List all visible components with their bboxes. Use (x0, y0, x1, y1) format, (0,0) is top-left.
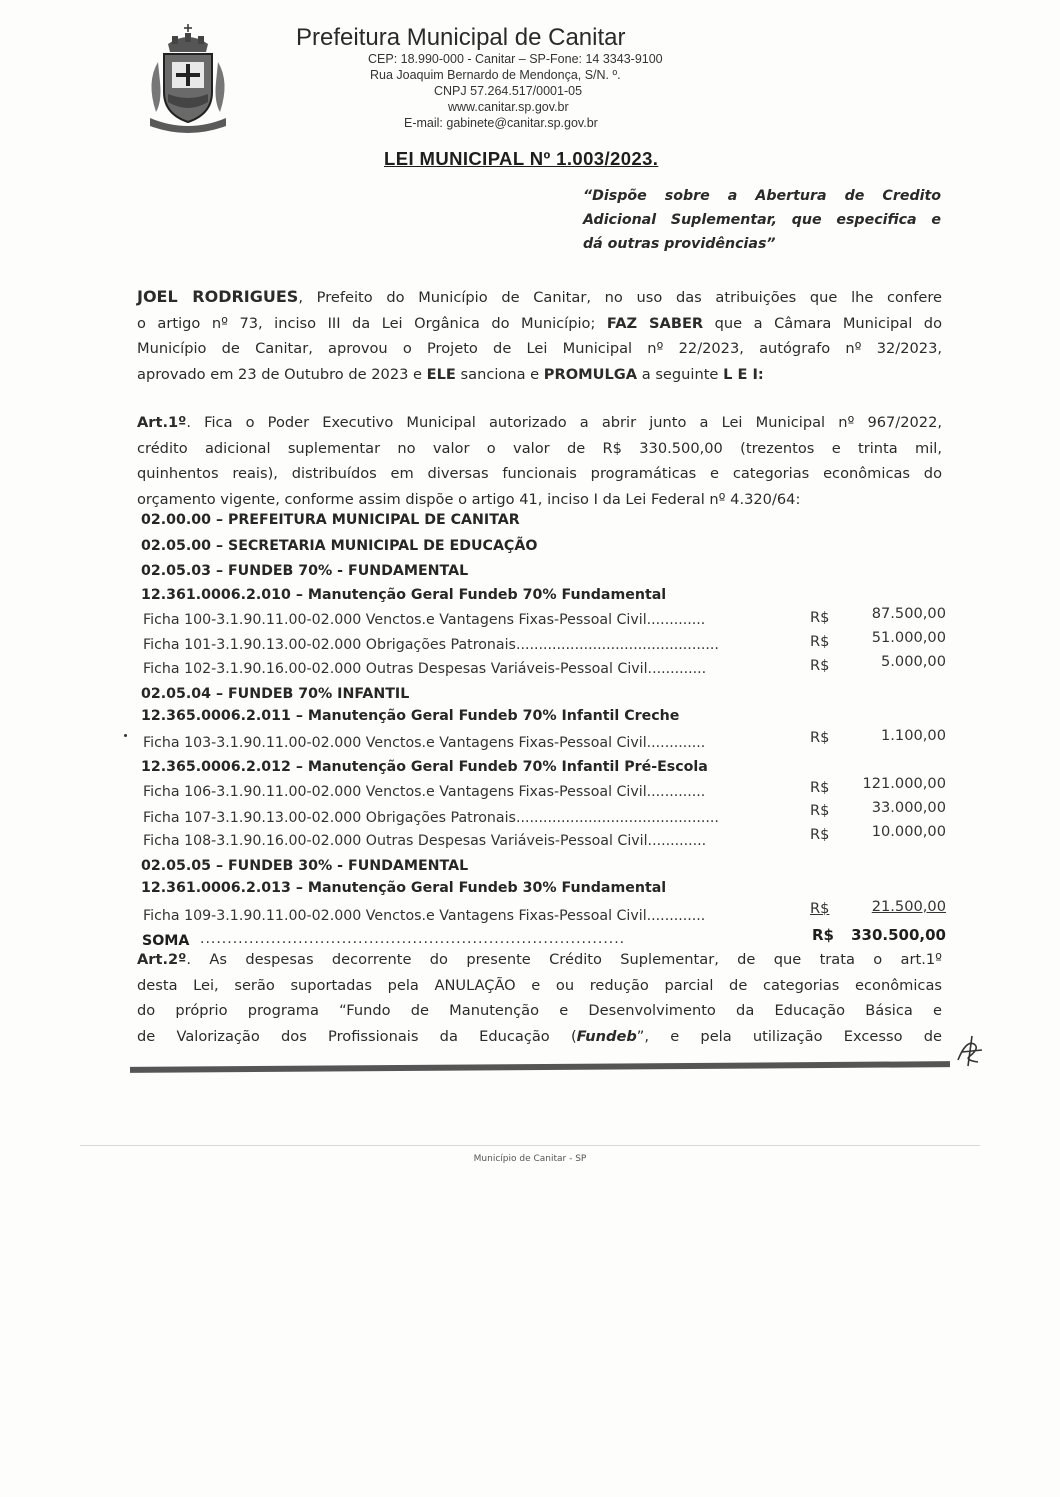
budget-section-heading: 02.05.03 – FUNDEB 70% - FUNDAMENTAL (141, 563, 469, 579)
total-amount: 330.500,00 (851, 926, 946, 944)
law-summary-line: Adicional Suplementar, que especifica e (583, 212, 941, 228)
header-title: Prefeitura Municipal de Canitar (296, 24, 626, 51)
total-leader-dots: .............................................................................. (200, 931, 626, 947)
budget-line-description: Ficha 107-3.1.90.13.00-02.000 Obrigações Patronais............................................. (143, 810, 719, 826)
budget-program-heading: 12.361.0006.2.013 – Manutenção Geral Fundeb 30% Fundamental (141, 880, 667, 896)
law-summary (583, 184, 941, 256)
budget-line-amount: 1.100,00 (881, 727, 946, 744)
mayor-name: JOEL RODRIGUES (137, 287, 299, 306)
budget-line-amount: 87.500,00 (871, 605, 946, 622)
budget-line-amount: 33.000,00 (871, 799, 946, 816)
budget-section-heading: 02.05.00 – SECRETARIA MUNICIPAL DE EDUCAÇÃO (141, 538, 538, 554)
currency-symbol: R$ (810, 657, 830, 674)
article-1-label: Art.1º (137, 414, 187, 431)
currency-symbol: R$ (810, 900, 830, 917)
budget-program-heading: 12.365.0006.2.011 – Manutenção Geral Fundeb 70% Infantil Creche (141, 708, 680, 724)
article-2-line: Art.2º. As despesas decorrente do presente Crédito Suplementar, de que trata o art.1º (137, 951, 942, 968)
preamble-line: Município de Canitar, aprovou o Projeto de Lei Municipal nº 22/2023, autógrafo nº 32/2023, (137, 340, 942, 357)
signature-initials (952, 1030, 992, 1070)
budget-section-heading: 02.05.04 – FUNDEB 70% INFANTIL (141, 686, 410, 702)
article-2-line: do próprio programa “Fundo de Manutenção e Desenvolvimento da Educação Básica e (137, 1002, 942, 1019)
budget-line-description: Ficha 109-3.1.90.11.00-02.000 Venctos.e Vantagens Fixas-Pessoal Civil............. (143, 908, 706, 924)
article-2-label: Art.2º (137, 951, 187, 968)
article-2-line: de Valorização dos Profissionais da Educação (Fundeb”, e pela utilização Excesso de (137, 1027, 942, 1045)
law-summary-line: dá outras providências” (583, 236, 776, 252)
budget-line-description: Ficha 108-3.1.90.16.00-02.000 Outras Despesas Variáveis-Pessoal Civil............. (143, 833, 707, 849)
preamble-line: JOEL RODRIGUES, Prefeito do Município de Canitar, no uso das atribuições que lhe confere (137, 287, 942, 306)
preamble-line: o artigo nº 73, inciso III da Lei Orgânica do Município; FAZ SABER que a Câmara Municipal do (137, 314, 942, 332)
preamble-paragraph (137, 284, 942, 387)
article-2-line: desta Lei, serão suportadas pela ANULAÇÃO e ou redução parcial de categorias econômicas (137, 976, 942, 994)
header-address: Rua Joaquim Bernardo de Mendonça, S/N. º. (370, 68, 621, 82)
budget-program-heading: 12.361.0006.2.010 – Manutenção Geral Fundeb 70% Fundamental (141, 587, 667, 603)
footer-divider (80, 1145, 980, 1146)
article-1-line: Art.1º. Fica o Poder Executivo Municipal autorizado a abrir junto a Lei Municipal nº 967/2022, (137, 414, 942, 431)
preamble-line: aprovado em 23 de Outubro de 2023 e ELE sanciona e PROMULGA a seguinte L E I: (137, 365, 764, 383)
budget-line-amount: 51.000,00 (871, 629, 946, 646)
article-1-line: quinhentos reais), distribuídos em diversas funcionais programáticas e categorias econômicas do (137, 465, 942, 482)
budget-line-description: Ficha 103-3.1.90.11.00-02.000 Venctos.e Vantagens Fixas-Pessoal Civil............. (143, 735, 706, 751)
total-currency-symbol: R$ (812, 926, 834, 944)
law-summary-line: “Dispõe sobre a Abertura de Credito (583, 188, 941, 204)
budget-line-description: Ficha 102-3.1.90.16.00-02.000 Outras Despesas Variáveis-Pessoal Civil............. (143, 661, 707, 677)
article-1-line: crédito adicional suplementar no valor o valor de R$ 330.500,00 (trezentos e trinta mil, (137, 439, 942, 457)
scan-speck (124, 734, 127, 737)
header-cep-phone: CEP: 18.990-000 - Canitar – SP-Fone: 14 3343-9100 (368, 52, 663, 66)
page-footer: Município de Canitar - SP (473, 1154, 587, 1164)
budget-line-amount: 10.000,00 (871, 823, 946, 840)
header-website: www.canitar.sp.gov.br (448, 100, 569, 114)
law-title: LEI MUNICIPAL Nº 1.003/2023. (384, 148, 659, 169)
currency-symbol: R$ (810, 609, 830, 626)
municipal-coat-of-arms-icon (138, 22, 238, 137)
budget-line-amount: 5.000,00 (881, 653, 946, 670)
total-label: SOMA (142, 933, 190, 949)
header-email: E-mail: gabinete@canitar.sp.gov.br (404, 116, 598, 130)
article-1-paragraph (137, 410, 942, 512)
currency-symbol: R$ (810, 826, 830, 843)
budget-section-heading: 02.05.05 – FUNDEB 30% - FUNDAMENTAL (141, 858, 469, 874)
article-1-line: orçamento vigente, conforme assim dispõe o artigo 41, inciso I da Lei Federal nº 4.320/64: (137, 490, 801, 508)
budget-program-heading: 12.365.0006.2.012 – Manutenção Geral Fundeb 70% Infantil Pré-Escola (141, 759, 708, 775)
budget-line-amount: 21.500,00 (871, 898, 946, 915)
header-cnpj: CNPJ 57.264.517/0001-05 (434, 84, 583, 98)
budget-line-description: Ficha 101-3.1.90.13.00-02.000 Obrigações Patronais............................................. (143, 637, 719, 653)
currency-symbol: R$ (810, 633, 830, 650)
budget-line-description: Ficha 100-3.1.90.11.00-02.000 Venctos.e Vantagens Fixas-Pessoal Civil............. (143, 612, 706, 628)
currency-symbol: R$ (810, 802, 830, 819)
budget-section-heading: 02.00.00 – PREFEITURA MUNICIPAL DE CANITAR (141, 512, 520, 528)
budget-line-amount: 121.000,00 (862, 775, 946, 792)
budget-line-description: Ficha 106-3.1.90.11.00-02.000 Venctos.e Vantagens Fixas-Pessoal Civil............. (143, 784, 706, 800)
currency-symbol: R$ (810, 729, 830, 746)
currency-symbol: R$ (810, 779, 830, 796)
page-divider (130, 1061, 950, 1073)
article-2-paragraph (137, 947, 942, 1049)
